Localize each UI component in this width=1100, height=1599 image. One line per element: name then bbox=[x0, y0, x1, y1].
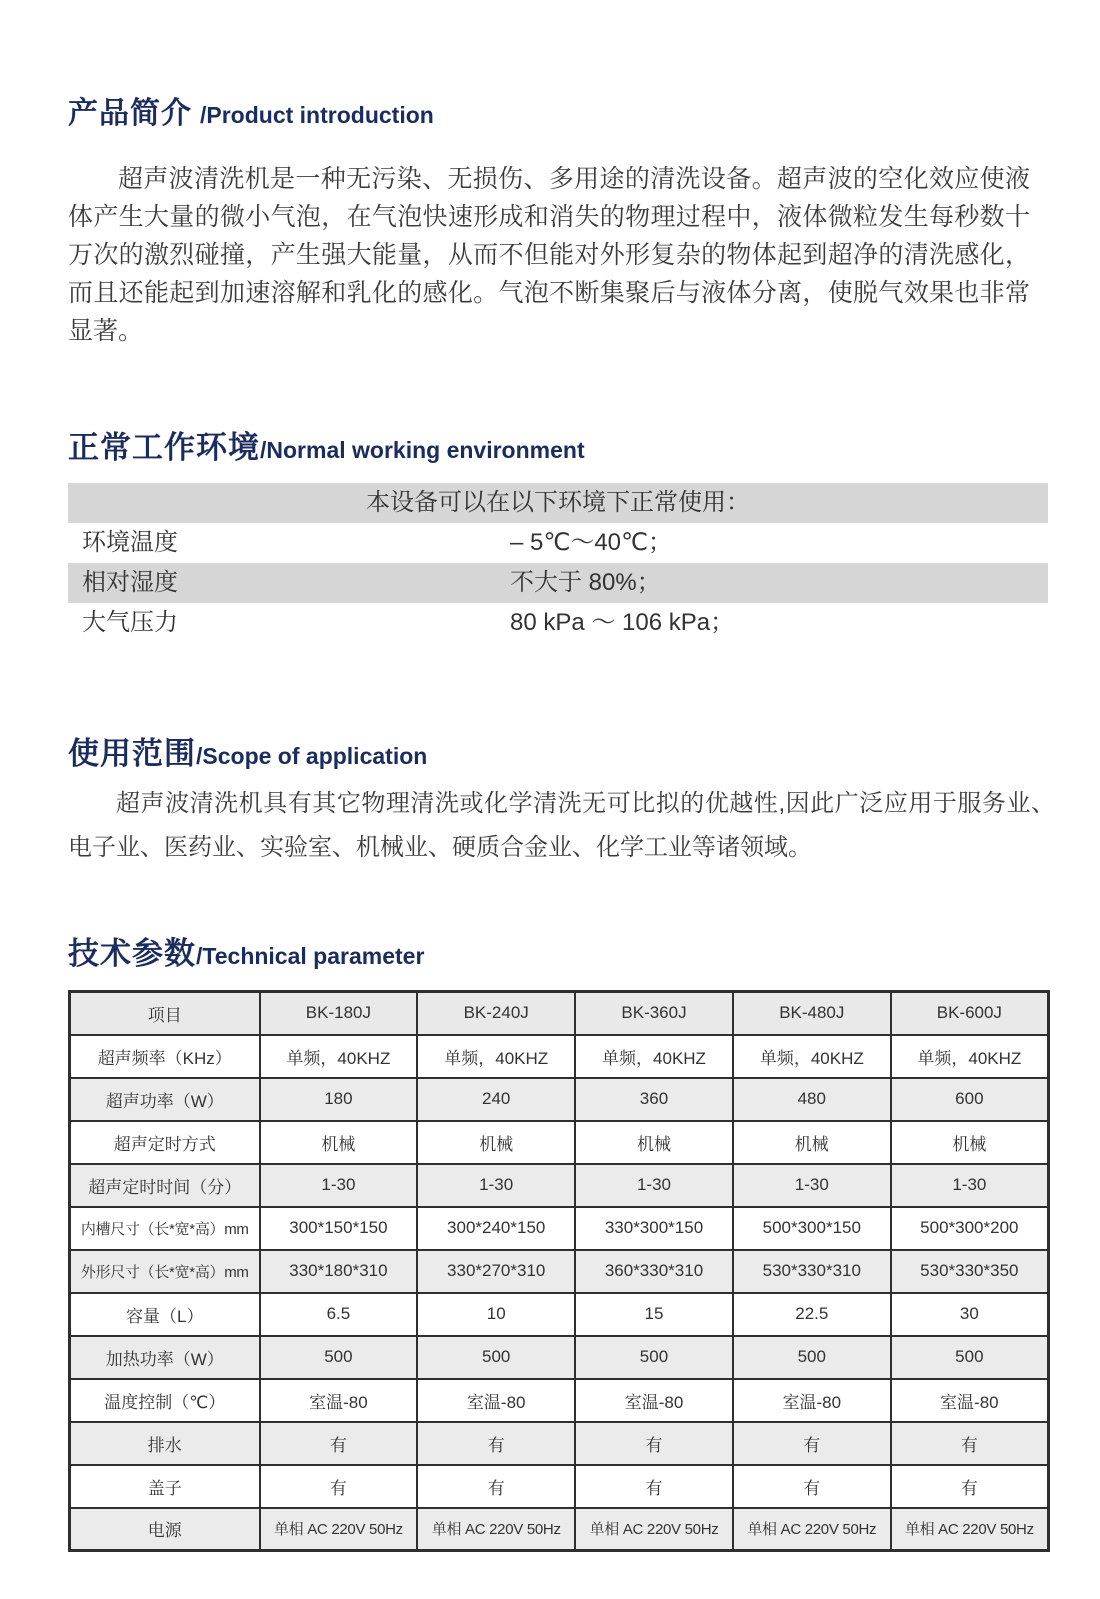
cell: 500*300*200 bbox=[891, 1207, 1049, 1250]
cell: 机械 bbox=[260, 1121, 418, 1164]
section-title-product-introduction bbox=[68, 88, 434, 132]
cell: 机械 bbox=[417, 1121, 575, 1164]
section-title-normal-working-environment bbox=[68, 422, 585, 467]
column-header: BK-600J bbox=[891, 992, 1049, 1035]
section-title-zh: 正常工作环境 bbox=[68, 430, 260, 465]
row-value: 不大于 80%； bbox=[510, 569, 661, 596]
cell: 1-30 bbox=[891, 1164, 1049, 1207]
section-title-zh: 技术参数 bbox=[68, 936, 196, 971]
section-title-zh: 使用范围 bbox=[68, 736, 196, 771]
environment-table-header: 本设备可以在以下环境下正常使用： bbox=[68, 483, 1048, 523]
cell: 330*270*310 bbox=[417, 1250, 575, 1293]
cell: 500 bbox=[260, 1336, 418, 1379]
cell: 1-30 bbox=[575, 1164, 733, 1207]
cell: 有 bbox=[417, 1465, 575, 1508]
cell: 室温-80 bbox=[260, 1379, 418, 1422]
cell: 机械 bbox=[733, 1121, 891, 1164]
table-row bbox=[68, 603, 1048, 643]
cell: 15 bbox=[575, 1293, 733, 1336]
cell: 室温-80 bbox=[575, 1379, 733, 1422]
cell: 530*330*350 bbox=[891, 1250, 1049, 1293]
cell: 500*300*150 bbox=[733, 1207, 891, 1250]
row-label: 超声定时时间（分） bbox=[70, 1164, 260, 1207]
row-label: 容量（L） bbox=[70, 1293, 260, 1336]
cell: 500 bbox=[575, 1336, 733, 1379]
row-label: 相对湿度 bbox=[82, 569, 178, 596]
cell: 1-30 bbox=[417, 1164, 575, 1207]
section-title-zh: 产品简介 bbox=[68, 97, 192, 130]
section-title-en: /Normal working environment bbox=[260, 437, 585, 463]
cell: 有 bbox=[417, 1422, 575, 1465]
table-row bbox=[70, 1293, 1049, 1336]
table-row bbox=[70, 1422, 1049, 1465]
column-header: BK-180J bbox=[260, 992, 418, 1035]
table-row bbox=[70, 1035, 1049, 1078]
cell: 330*300*150 bbox=[575, 1207, 733, 1250]
cell: 有 bbox=[891, 1422, 1049, 1465]
row-label: 电源 bbox=[70, 1508, 260, 1551]
row-label: 温度控制（℃） bbox=[70, 1379, 260, 1422]
cell: 300*240*150 bbox=[417, 1207, 575, 1250]
cell: 30 bbox=[891, 1293, 1049, 1336]
table-row bbox=[70, 1379, 1049, 1422]
cell: 530*330*310 bbox=[733, 1250, 891, 1293]
row-label: 超声功率（W） bbox=[70, 1078, 260, 1121]
cell: 单频，40KHZ bbox=[575, 1035, 733, 1078]
cell: 有 bbox=[260, 1422, 418, 1465]
row-label: 盖子 bbox=[70, 1465, 260, 1508]
cell: 240 bbox=[417, 1078, 575, 1121]
table-row bbox=[68, 563, 1048, 603]
section-title-scope-of-application bbox=[68, 728, 427, 773]
row-label: 排水 bbox=[70, 1422, 260, 1465]
cell: 180 bbox=[260, 1078, 418, 1121]
cell: 6.5 bbox=[260, 1293, 418, 1336]
table-row bbox=[70, 1465, 1049, 1508]
cell: 500 bbox=[733, 1336, 891, 1379]
cell: 500 bbox=[891, 1336, 1049, 1379]
table-row bbox=[70, 1078, 1049, 1121]
environment-table bbox=[68, 483, 1048, 643]
row-label: 外形尺寸（长*宽*高）mm bbox=[70, 1250, 260, 1293]
row-label: 超声频率（KHz） bbox=[70, 1035, 260, 1078]
cell: 室温-80 bbox=[417, 1379, 575, 1422]
cell: 有 bbox=[575, 1422, 733, 1465]
cell: 机械 bbox=[891, 1121, 1049, 1164]
cell: 单频，40KHZ bbox=[417, 1035, 575, 1078]
cell: 1-30 bbox=[260, 1164, 418, 1207]
row-value: – 5℃～40℃； bbox=[510, 529, 672, 556]
row-label: 大气压力 bbox=[82, 609, 178, 636]
cell: 有 bbox=[733, 1422, 891, 1465]
cell: 600 bbox=[891, 1078, 1049, 1121]
table-row bbox=[70, 1121, 1049, 1164]
technical-parameter-table bbox=[68, 990, 1050, 1552]
cell: 有 bbox=[891, 1465, 1049, 1508]
row-label: 超声定时方式 bbox=[70, 1121, 260, 1164]
table-row bbox=[70, 1250, 1049, 1293]
column-header: BK-240J bbox=[417, 992, 575, 1035]
cell: 单相 AC 220V 50Hz bbox=[733, 1508, 891, 1551]
column-header: BK-480J bbox=[733, 992, 891, 1035]
cell: 单相 AC 220V 50Hz bbox=[891, 1508, 1049, 1551]
table-row bbox=[70, 1336, 1049, 1379]
cell: 有 bbox=[575, 1465, 733, 1508]
table-row bbox=[70, 1508, 1049, 1551]
row-label: 环境温度 bbox=[82, 529, 178, 556]
table-row bbox=[70, 1207, 1049, 1250]
row-label: 内槽尺寸（长*宽*高）mm bbox=[70, 1207, 260, 1250]
cell: 机械 bbox=[575, 1121, 733, 1164]
cell: 22.5 bbox=[733, 1293, 891, 1336]
row-label: 加热功率（W） bbox=[70, 1336, 260, 1379]
cell: 单相 AC 220V 50Hz bbox=[417, 1508, 575, 1551]
cell: 单频，40KHZ bbox=[891, 1035, 1049, 1078]
cell: 有 bbox=[733, 1465, 891, 1508]
cell: 单频，40KHZ bbox=[260, 1035, 418, 1078]
cell: 330*180*310 bbox=[260, 1250, 418, 1293]
section-title-technical-parameter bbox=[68, 928, 424, 973]
cell: 480 bbox=[733, 1078, 891, 1121]
section-title-en: /Product introduction bbox=[200, 102, 434, 128]
column-header: BK-360J bbox=[575, 992, 733, 1035]
cell: 有 bbox=[260, 1465, 418, 1508]
section-title-en: /Scope of application bbox=[196, 743, 428, 769]
cell: 单相 AC 220V 50Hz bbox=[575, 1508, 733, 1551]
scope-paragraph: 超声波清洗机具有其它物理清洗或化学清洗无可比拟的优越性,因此广泛应用于服务业、电子业、医药业、实验室、机械业、硬质合金业、化学工业等诸领域。 bbox=[68, 790, 1055, 861]
cell: 室温-80 bbox=[733, 1379, 891, 1422]
column-header: 项目 bbox=[70, 992, 260, 1035]
section-title-en: /Technical parameter bbox=[196, 943, 425, 969]
intro-paragraph: 超声波清洗机是一种无污染、无损伤、多用途的清洗设备。超声波的空化效应使液体产生大量的微小气泡，在气泡快速形成和消失的物理过程中，液体微粒发生每秒数十万次的激烈碰撞，产生强大能量，从而不但能对外形复杂的物体起到超净的清洗感化，而且还能起到加速溶解和乳化的感化。气泡不断集聚后与液体分离，使脱气效果也非常显著。 bbox=[68, 165, 1030, 345]
cell: 360 bbox=[575, 1078, 733, 1121]
table-header-row bbox=[70, 992, 1049, 1035]
cell: 300*150*150 bbox=[260, 1207, 418, 1250]
technical-table-body bbox=[70, 992, 1049, 1551]
cell: 单相 AC 220V 50Hz bbox=[260, 1508, 418, 1551]
table-row bbox=[68, 523, 1048, 563]
cell: 500 bbox=[417, 1336, 575, 1379]
table-row bbox=[70, 1164, 1049, 1207]
cell: 1-30 bbox=[733, 1164, 891, 1207]
cell: 10 bbox=[417, 1293, 575, 1336]
cell: 360*330*310 bbox=[575, 1250, 733, 1293]
cell: 室温-80 bbox=[891, 1379, 1049, 1422]
cell: 单频，40KHZ bbox=[733, 1035, 891, 1078]
row-value: 80 kPa ～ 106 kPa； bbox=[510, 609, 735, 636]
